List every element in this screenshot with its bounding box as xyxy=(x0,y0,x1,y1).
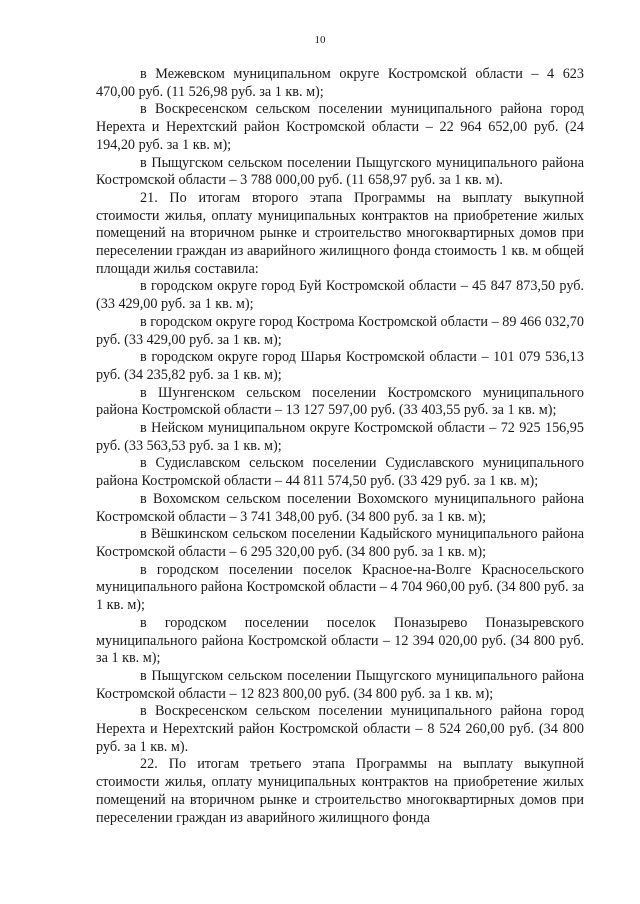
paragraph-neyskiy: в Нейском муниципальном округе Костромской области – 72 925 156,95 руб. (33 563,53 руб. за 1 кв. м); xyxy=(96,420,584,454)
paragraph-kostroma: в городском округе город Кострома Костромской области – 89 466 032,70 руб. (33 429,00 руб. за 1 кв. м); xyxy=(96,313,584,348)
paragraph-veshkinskoe: в Вёшкинском сельском поселении Кадыйского муниципального района Костромской области – 6 295 320,00 руб. (34 800 руб. за 1 кв. м); xyxy=(96,526,584,560)
paragraph-voskresenskoe-2: в Воскресенском сельском поселении муниципального района город Нерехта и Нерехтский район Костромской области – 8 524 260,00 руб. (34 800 руб. за 1 кв. м). xyxy=(96,703,584,755)
paragraph-vokhomskoe: в Вохомском сельском поселении Вохомского муниципального района Костромской области – 3 741 348,00 руб. (34 800 руб. за 1 кв. м); xyxy=(96,490,584,525)
paragraph-sudislavskoe: в Судиславском сельском поселении Судиславского муниципального района Костромской области – 44 811 574,50 руб. (33 429 руб. за 1 кв. м); xyxy=(96,455,584,490)
paragraph-pyshchugskoe-1: в Пыщугском сельском поселении Пыщугского муниципального района Костромской области – 3 788 000,00 руб. (11 658,97 руб. за 1 кв. м). xyxy=(96,154,584,189)
paragraph-buy: в городском округе город Буй Костромской области – 45 847 873,50 руб. (33 429,00 руб. за 1 кв. м); xyxy=(96,278,584,313)
paragraph-shungenskoe: в Шунгенском сельском поселении Костромского муниципального района Костромской области – 13 127 597,00 руб. (33 403,55 руб. за 1 кв. м); xyxy=(96,384,584,419)
document-body xyxy=(96,66,584,827)
paragraph-clause-21: 21. По итогам второго этапа Программы на выплату выкупной стоимости жилья, оплату муниципальных контрактов на приобретение жилых помещений на вторичном рынке и строительство многоквартирных домов при переселении граждан из аварийного жилищного фонда стоимость 1 кв. м общей площади жилья составила: xyxy=(96,189,584,277)
paragraph-ponazyrevo: в городском поселении поселок Поназырево Поназыревского муниципального района Костромской области – 12 394 020,00 руб. (34 800 руб. за 1 кв. м); xyxy=(96,614,584,667)
paragraph-voskresenskoe-1: в Воскресенском сельском поселении муниципального района город Нерехта и Нерехтский район Костромской области – 22 964 652,00 руб. (24 194,20 руб. за 1 кв. м); xyxy=(96,101,584,153)
paragraph-mezhevskoy: в Межевском муниципальном округе Костромской области – 4 623 470,00 руб. (11 526,98 руб. за 1 кв. м); xyxy=(96,66,584,100)
page-number: 10 xyxy=(314,34,326,46)
paragraph-clause-22: 22. По итогам третьего этапа Программы на выплату выкупной стоимости жилья, оплату муниципальных контрактов на приобретение жилых помещений на вторичном рынке и строительство многоквартирных домов при переселении граждан из аварийного жилищного фонда xyxy=(96,756,584,826)
paragraph-krasnoe-na-volge: в городском поселении поселок Красное-на-Волге Красносельского муниципального района Костромской области – 4 704 960,00 руб. (34 800 руб. за 1 кв. м); xyxy=(96,561,584,614)
paragraph-pyshchugskoe-2: в Пыщугском сельском поселении Пыщугского муниципального района Костромской области – 12 823 800,00 руб. (34 800 руб. за 1 кв. м); xyxy=(96,667,584,702)
paragraph-sharya: в городском округе город Шарья Костромской области – 101 079 536,13 руб. (34 235,82 руб. за 1 кв. м); xyxy=(96,349,584,383)
